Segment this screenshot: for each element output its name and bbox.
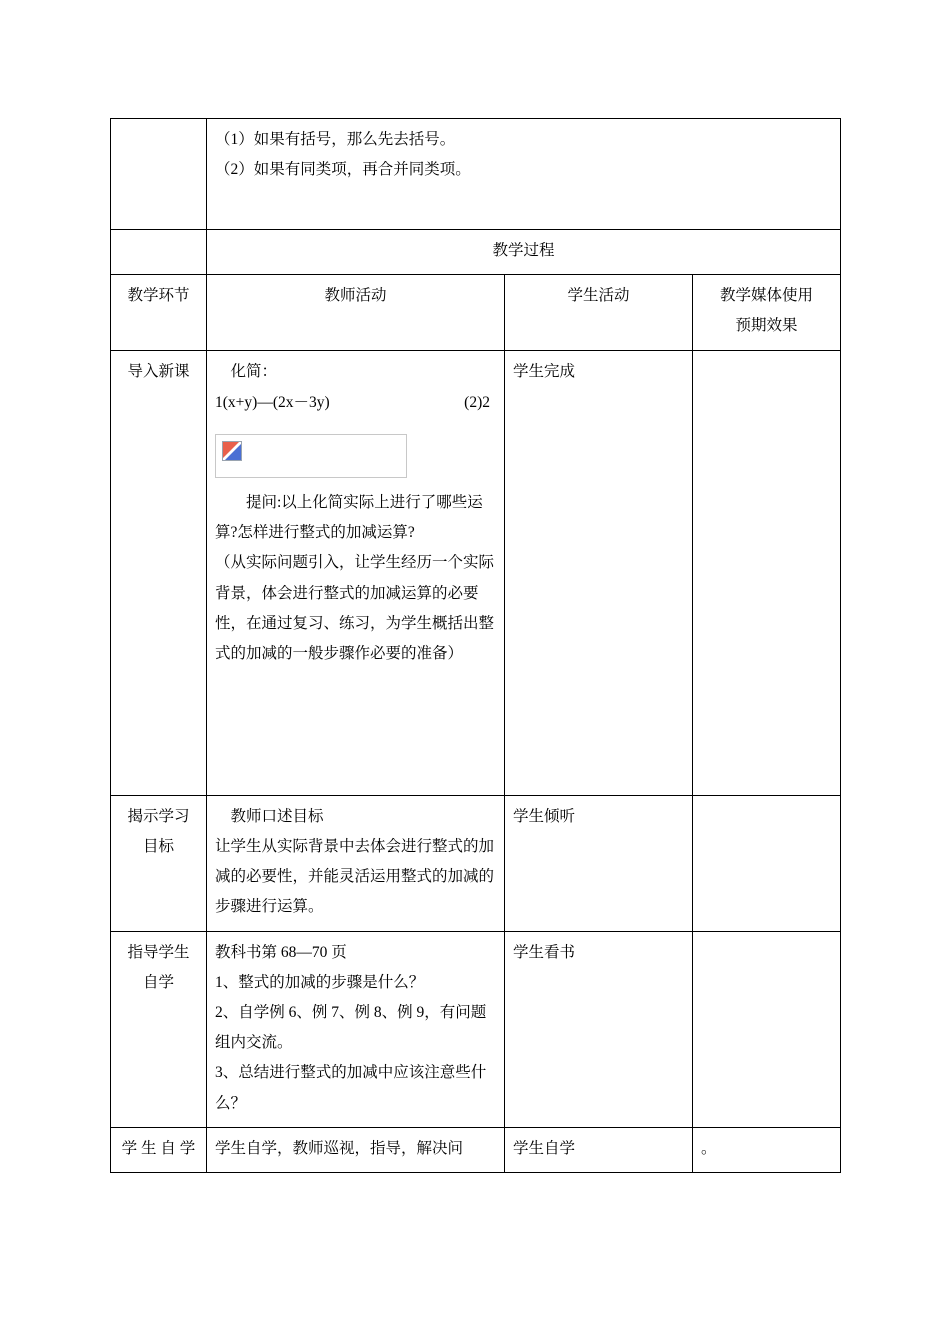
- intro-question-text: 提问:以上化简实际上进行了哪些运算?怎样进行整式的加减运算?: [215, 493, 483, 542]
- header-media-effect: [693, 275, 841, 350]
- stage-label-objectives-line2: 目标: [142, 837, 174, 855]
- stage-label-intro: 导入新课: [111, 350, 207, 795]
- guided-study-line-4: 3、总结进行整式的加减中应该注意些什么？: [215, 1064, 487, 1112]
- stage-label-guided-study-line2: 自学: [142, 973, 174, 991]
- media-intro: [693, 350, 841, 795]
- header-student-activity: 学生活动: [505, 275, 693, 350]
- header-stage: 教学环节: [111, 275, 207, 350]
- table-row-self-study: [111, 1127, 841, 1172]
- table-row-guided-study: [111, 931, 841, 1127]
- media-self-study: 。: [693, 1127, 841, 1172]
- student-activity-objectives: 学生倾听: [505, 795, 693, 931]
- intro-lead-text: 化简：: [230, 362, 278, 380]
- stage-label-self-study: 学 生 自 学: [111, 1127, 207, 1172]
- media-objectives: [693, 795, 841, 931]
- guided-study-line-3: 2、自学例 6、例 7、例 8、例 9，有问题组内交流。: [215, 1003, 487, 1052]
- rule-text-1: （1）如果有括号，那么先去括号。: [215, 131, 456, 148]
- lesson-plan-table: [110, 118, 841, 1173]
- media-guided-study: [693, 931, 841, 1127]
- table-row-objectives: [111, 795, 841, 931]
- guided-study-line-1: 教科书第 68—70 页: [215, 943, 347, 961]
- stage-label-objectives-line1: 揭示学习: [127, 807, 190, 825]
- student-activity-intro: 学生完成: [505, 350, 693, 795]
- broken-image-icon: [215, 434, 407, 478]
- rule-text-2: （2）如果有同类项，再合并同类项。: [215, 161, 471, 179]
- intro-expression-left: 1(x+y)—(2x－3y): [215, 393, 330, 411]
- table-row-intro: [111, 350, 841, 795]
- header-teacher-activity: 教师活动: [207, 275, 505, 350]
- teacher-activity-self-study: 学生自学，教师巡视，指导，解决问: [207, 1127, 505, 1172]
- teacher-activity-objectives: [207, 795, 505, 931]
- intro-expression-row: [215, 387, 496, 418]
- stage-label-objectives: [111, 795, 207, 931]
- broken-image-glyph: [222, 441, 242, 461]
- rules-cell: [207, 119, 841, 230]
- section-title-empty-cell: [111, 230, 207, 275]
- teacher-activity-guided-study: [207, 931, 505, 1127]
- table-row-rules: [111, 119, 841, 230]
- table-row-section-title: [111, 230, 841, 275]
- objectives-lead-text: 教师口述目标: [230, 807, 324, 825]
- teacher-activity-intro: [207, 350, 505, 795]
- intro-expression-right: (2)2: [464, 393, 490, 411]
- broken-image-triangle-blue: [225, 444, 241, 460]
- header-media-line1: 教学媒体使用: [719, 287, 813, 305]
- student-activity-self-study: 学生自学: [505, 1127, 693, 1172]
- stage-label-guided-study: [111, 931, 207, 1127]
- student-activity-guided-study: 学生看书: [505, 931, 693, 1127]
- guided-study-line-2: 1、整式的加减的步骤是什么？: [215, 973, 425, 991]
- intro-note-text: （从实际问题引入，让学生经历一个实际背景，体会进行整式的加减运算的必要性，在通过复习、练习，为学生概括出整式的加减的一般步骤作必要的准备）: [215, 554, 495, 662]
- objectives-body-text: 让学生从实际背景中去体会进行整式的加减的必要性，并能灵活运用整式的加减的步骤进行运算。: [215, 837, 495, 916]
- rules-empty-cell: [111, 119, 207, 230]
- table-row-header: [111, 275, 841, 350]
- section-title-cell: 教学过程: [207, 230, 841, 275]
- header-media-line2: 预期效果: [735, 317, 798, 335]
- stage-label-guided-study-line1: 指导学生: [127, 943, 190, 961]
